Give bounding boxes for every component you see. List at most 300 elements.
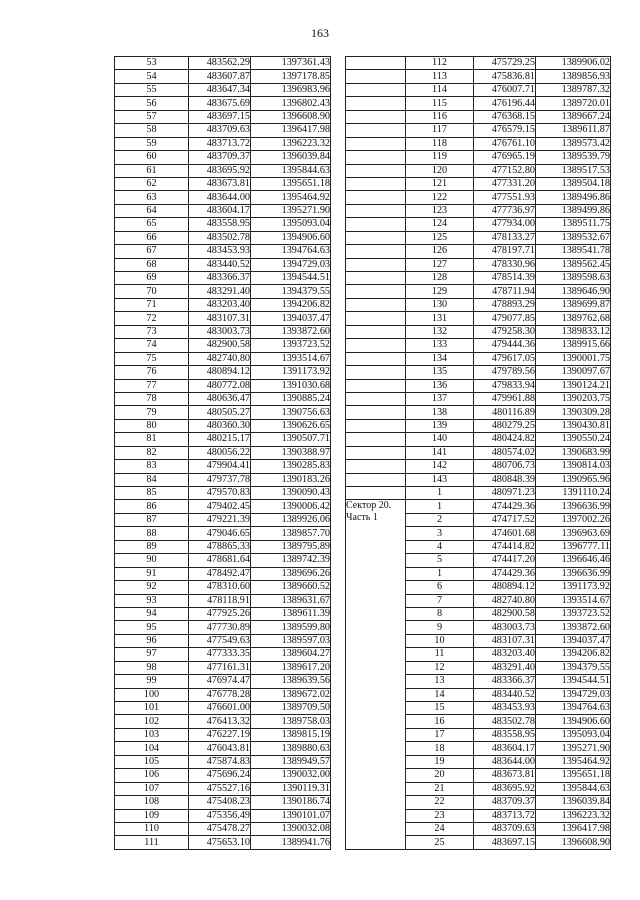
x-coordinate: 477549.63 — [189, 634, 251, 647]
table-row — [115, 245, 331, 258]
y-coordinate: 1394729.03 — [536, 688, 611, 701]
x-coordinate: 477161.31 — [189, 661, 251, 674]
table-row — [115, 204, 331, 217]
x-coordinate: 483709.63 — [474, 822, 536, 835]
x-coordinate: 475874.83 — [189, 755, 251, 768]
y-coordinate: 1389598.63 — [536, 272, 611, 285]
point-number: 136 — [406, 379, 474, 392]
x-coordinate: 477333.35 — [189, 648, 251, 661]
x-coordinate: 483003.73 — [474, 621, 536, 634]
point-number: 4 — [406, 540, 474, 553]
y-coordinate: 1389762.68 — [536, 312, 611, 325]
point-number: 129 — [406, 285, 474, 298]
point-number: 5 — [406, 554, 474, 567]
section-label-cell — [346, 379, 406, 392]
point-number: 132 — [406, 325, 474, 338]
y-coordinate: 1390097.67 — [536, 366, 611, 379]
section-label-cell — [346, 57, 406, 70]
point-number: 123 — [406, 204, 474, 217]
table-row — [115, 366, 331, 379]
x-coordinate: 476368.15 — [474, 110, 536, 123]
section-label-cell — [346, 325, 406, 338]
point-number: 97 — [115, 648, 189, 661]
y-coordinate: 1390388.97 — [251, 446, 331, 459]
point-number: 134 — [406, 352, 474, 365]
x-coordinate: 478197.71 — [474, 245, 536, 258]
section-label-cell — [346, 473, 406, 486]
y-coordinate: 1393872.60 — [251, 325, 331, 338]
y-coordinate: 1396636.99 — [536, 567, 611, 580]
point-number: 114 — [406, 83, 474, 96]
y-coordinate: 1389696.26 — [251, 567, 331, 580]
point-number: 93 — [115, 594, 189, 607]
y-coordinate: 1389787.32 — [536, 83, 611, 96]
y-coordinate: 1394906.60 — [536, 715, 611, 728]
section-label-cell — [346, 137, 406, 150]
table-row — [346, 392, 611, 405]
y-coordinate: 1389597.03 — [251, 634, 331, 647]
point-number: 99 — [115, 675, 189, 688]
y-coordinate: 1389880.63 — [251, 742, 331, 755]
point-number: 133 — [406, 339, 474, 352]
table-row — [115, 742, 331, 755]
x-coordinate: 479221.39 — [189, 513, 251, 526]
point-number: 143 — [406, 473, 474, 486]
y-coordinate: 1389941.76 — [251, 836, 331, 849]
point-number: 120 — [406, 164, 474, 177]
x-coordinate: 479570.83 — [189, 487, 251, 500]
y-coordinate: 1390309.28 — [536, 406, 611, 419]
table-row — [115, 379, 331, 392]
point-number: 116 — [406, 110, 474, 123]
y-coordinate: 1389541.78 — [536, 245, 611, 258]
table-row — [346, 97, 611, 110]
x-coordinate: 483695.92 — [474, 782, 536, 795]
section-label-cell — [346, 83, 406, 96]
x-coordinate: 477736.97 — [474, 204, 536, 217]
x-coordinate: 480706.73 — [474, 460, 536, 473]
table-row — [115, 177, 331, 190]
y-coordinate: 1389720.01 — [536, 97, 611, 110]
section-label-cell — [346, 392, 406, 405]
y-coordinate: 1394764.63 — [536, 702, 611, 715]
x-coordinate: 477925.26 — [189, 607, 251, 620]
y-coordinate: 1389504.18 — [536, 177, 611, 190]
table-row — [115, 460, 331, 473]
point-number: 14 — [406, 688, 474, 701]
y-coordinate: 1395651.18 — [251, 177, 331, 190]
x-coordinate: 483644.00 — [189, 191, 251, 204]
y-coordinate: 1390430.81 — [536, 419, 611, 432]
point-number: 90 — [115, 554, 189, 567]
point-number: 25 — [406, 836, 474, 849]
point-number: 54 — [115, 70, 189, 83]
x-coordinate: 475478.27 — [189, 822, 251, 835]
y-coordinate: 1396983.96 — [251, 83, 331, 96]
table-row — [115, 809, 331, 822]
point-number: 71 — [115, 298, 189, 311]
point-number: 142 — [406, 460, 474, 473]
y-coordinate: 1396802.43 — [251, 97, 331, 110]
table-row — [115, 164, 331, 177]
coordinates-table-left-body — [115, 57, 331, 850]
y-coordinate: 1395271.90 — [536, 742, 611, 755]
x-coordinate: 476043.81 — [189, 742, 251, 755]
y-coordinate: 1389699.87 — [536, 298, 611, 311]
section-label-cell — [346, 366, 406, 379]
y-coordinate: 1389604.27 — [251, 648, 331, 661]
point-number: 53 — [115, 57, 189, 70]
x-coordinate: 483291.40 — [189, 285, 251, 298]
table-row — [115, 83, 331, 96]
x-coordinate: 483562.29 — [189, 57, 251, 70]
y-coordinate: 1397002.26 — [536, 513, 611, 526]
x-coordinate: 474429.36 — [474, 567, 536, 580]
x-coordinate: 475696.24 — [189, 769, 251, 782]
point-number: 12 — [406, 661, 474, 674]
x-coordinate: 483647.34 — [189, 83, 251, 96]
table-row — [115, 433, 331, 446]
x-coordinate: 483203.40 — [474, 648, 536, 661]
point-number: 100 — [115, 688, 189, 701]
x-coordinate: 477331.20 — [474, 177, 536, 190]
point-number: 20 — [406, 769, 474, 782]
y-coordinate: 1394379.55 — [251, 285, 331, 298]
table-row — [346, 177, 611, 190]
table-row — [346, 298, 611, 311]
x-coordinate: 479077.85 — [474, 312, 536, 325]
y-coordinate: 1391110.24 — [536, 487, 611, 500]
table-row — [115, 527, 331, 540]
section-label-cell — [346, 245, 406, 258]
point-number: 15 — [406, 702, 474, 715]
y-coordinate: 1396039.84 — [251, 151, 331, 164]
point-number: 67 — [115, 245, 189, 258]
point-number: 140 — [406, 433, 474, 446]
x-coordinate: 476196.44 — [474, 97, 536, 110]
page-number: 163 — [311, 26, 329, 40]
x-coordinate: 478893.29 — [474, 298, 536, 311]
section-label: Сектор 20. Часть 1 — [346, 500, 406, 849]
table-row — [115, 70, 331, 83]
point-number: 112 — [406, 57, 474, 70]
x-coordinate: 476974.47 — [189, 675, 251, 688]
table-row — [115, 715, 331, 728]
x-coordinate: 483607.87 — [189, 70, 251, 83]
x-coordinate: 476601.00 — [189, 702, 251, 715]
x-coordinate: 475356.49 — [189, 809, 251, 822]
x-coordinate: 480215.17 — [189, 433, 251, 446]
point-number: 57 — [115, 110, 189, 123]
x-coordinate: 480056.22 — [189, 446, 251, 459]
x-coordinate: 478118.91 — [189, 594, 251, 607]
point-number: 110 — [115, 822, 189, 835]
point-number: 73 — [115, 325, 189, 338]
table-row — [115, 594, 331, 607]
x-coordinate: 483558.95 — [474, 728, 536, 741]
section-label-cell — [346, 164, 406, 177]
table-row — [115, 621, 331, 634]
point-number: 77 — [115, 379, 189, 392]
y-coordinate: 1389599.80 — [251, 621, 331, 634]
y-coordinate: 1390885.24 — [251, 392, 331, 405]
x-coordinate: 474429.36 — [474, 500, 536, 513]
table-row — [346, 487, 611, 500]
x-coordinate: 479444.36 — [474, 339, 536, 352]
point-number: 60 — [115, 151, 189, 164]
table-row — [115, 272, 331, 285]
y-coordinate: 1395844.63 — [536, 782, 611, 795]
x-coordinate: 479617.05 — [474, 352, 536, 365]
y-coordinate: 1389856.93 — [536, 70, 611, 83]
point-number: 94 — [115, 607, 189, 620]
x-coordinate: 476778.28 — [189, 688, 251, 701]
point-number: 106 — [115, 769, 189, 782]
x-coordinate: 480424.82 — [474, 433, 536, 446]
table-row — [115, 702, 331, 715]
y-coordinate: 1390507.71 — [251, 433, 331, 446]
section-label-cell — [346, 177, 406, 190]
point-number: 8 — [406, 607, 474, 620]
table-row — [115, 822, 331, 835]
point-number: 72 — [115, 312, 189, 325]
table-row — [346, 258, 611, 271]
point-number: 13 — [406, 675, 474, 688]
point-number: 79 — [115, 406, 189, 419]
x-coordinate: 483203.40 — [189, 298, 251, 311]
point-number: 3 — [406, 527, 474, 540]
table-row — [115, 325, 331, 338]
y-coordinate: 1390626.65 — [251, 419, 331, 432]
point-number: 17 — [406, 728, 474, 741]
table-row — [346, 312, 611, 325]
y-coordinate: 1390814.03 — [536, 460, 611, 473]
x-coordinate: 474414.82 — [474, 540, 536, 553]
table-row — [115, 782, 331, 795]
x-coordinate: 480505.27 — [189, 406, 251, 419]
y-coordinate: 1394764.63 — [251, 245, 331, 258]
table-row — [346, 339, 611, 352]
x-coordinate: 483697.15 — [474, 836, 536, 849]
point-number: 131 — [406, 312, 474, 325]
table-row — [115, 836, 331, 849]
point-number: 122 — [406, 191, 474, 204]
table-row — [115, 110, 331, 123]
y-coordinate: 1395464.92 — [251, 191, 331, 204]
table-row — [346, 433, 611, 446]
x-coordinate: 475527.16 — [189, 782, 251, 795]
section-label-cell — [346, 446, 406, 459]
x-coordinate: 483644.00 — [474, 755, 536, 768]
x-coordinate: 483440.52 — [189, 258, 251, 271]
y-coordinate: 1394544.51 — [536, 675, 611, 688]
table-row — [115, 554, 331, 567]
point-number: 24 — [406, 822, 474, 835]
y-coordinate: 1390203.75 — [536, 392, 611, 405]
y-coordinate: 1389611.87 — [536, 124, 611, 137]
point-number: 6 — [406, 581, 474, 594]
x-coordinate: 479833.94 — [474, 379, 536, 392]
y-coordinate: 1389857.70 — [251, 527, 331, 540]
x-coordinate: 483709.37 — [189, 151, 251, 164]
y-coordinate: 1390032.08 — [251, 822, 331, 835]
y-coordinate: 1395093.04 — [536, 728, 611, 741]
table-row — [346, 124, 611, 137]
y-coordinate: 1394037.47 — [251, 312, 331, 325]
point-number: 98 — [115, 661, 189, 674]
table-row — [115, 124, 331, 137]
table-row — [115, 298, 331, 311]
y-coordinate: 1395651.18 — [536, 769, 611, 782]
table-row — [115, 473, 331, 486]
point-number: 78 — [115, 392, 189, 405]
x-coordinate: 483713.72 — [189, 137, 251, 150]
point-number: 109 — [115, 809, 189, 822]
y-coordinate: 1389517.53 — [536, 164, 611, 177]
section-label-cell — [346, 312, 406, 325]
y-coordinate: 1389496.86 — [536, 191, 611, 204]
x-coordinate: 475653.10 — [189, 836, 251, 849]
point-number: 126 — [406, 245, 474, 258]
table-row — [115, 607, 331, 620]
y-coordinate: 1396417.98 — [536, 822, 611, 835]
section-label-cell — [346, 339, 406, 352]
x-coordinate: 483502.78 — [189, 231, 251, 244]
section-label-cell — [346, 352, 406, 365]
table-row — [115, 769, 331, 782]
y-coordinate: 1390090.43 — [251, 487, 331, 500]
y-coordinate: 1395093.04 — [251, 218, 331, 231]
x-coordinate: 478133.27 — [474, 231, 536, 244]
point-number: 61 — [115, 164, 189, 177]
point-number: 81 — [115, 433, 189, 446]
point-number: 83 — [115, 460, 189, 473]
y-coordinate: 1396777.11 — [536, 540, 611, 553]
point-number: 107 — [115, 782, 189, 795]
y-coordinate: 1389511.75 — [536, 218, 611, 231]
point-number: 21 — [406, 782, 474, 795]
y-coordinate: 1390001.75 — [536, 352, 611, 365]
point-number: 55 — [115, 83, 189, 96]
point-number: 92 — [115, 581, 189, 594]
section-label-cell — [346, 151, 406, 164]
y-coordinate: 1394544.51 — [251, 272, 331, 285]
x-coordinate: 482740.80 — [189, 352, 251, 365]
x-coordinate: 482900.58 — [474, 607, 536, 620]
x-coordinate: 483604.17 — [474, 742, 536, 755]
x-coordinate: 475408.23 — [189, 796, 251, 809]
y-coordinate: 1389709.50 — [251, 702, 331, 715]
y-coordinate: 1389906.02 — [536, 57, 611, 70]
point-number: 95 — [115, 621, 189, 634]
section-label-cell — [346, 124, 406, 137]
x-coordinate: 482740.80 — [474, 594, 536, 607]
point-number: 16 — [406, 715, 474, 728]
table-row — [115, 755, 331, 768]
point-number: 137 — [406, 392, 474, 405]
point-number: 115 — [406, 97, 474, 110]
y-coordinate: 1390101.07 — [251, 809, 331, 822]
y-coordinate: 1389639.56 — [251, 675, 331, 688]
y-coordinate: 1389672.02 — [251, 688, 331, 701]
point-number: 121 — [406, 177, 474, 190]
point-number: 63 — [115, 191, 189, 204]
table-row — [115, 218, 331, 231]
y-coordinate: 1389562.45 — [536, 258, 611, 271]
x-coordinate: 478310.60 — [189, 581, 251, 594]
section-label-cell — [346, 419, 406, 432]
point-number: 105 — [115, 755, 189, 768]
y-coordinate: 1396608.90 — [536, 836, 611, 849]
point-number: 76 — [115, 366, 189, 379]
point-number: 141 — [406, 446, 474, 459]
point-number: 59 — [115, 137, 189, 150]
x-coordinate: 475729.25 — [474, 57, 536, 70]
x-coordinate: 483558.95 — [189, 218, 251, 231]
y-coordinate: 1389660.52 — [251, 581, 331, 594]
section-label-cell — [346, 433, 406, 446]
table-row — [115, 392, 331, 405]
x-coordinate: 483453.93 — [474, 702, 536, 715]
point-number: 128 — [406, 272, 474, 285]
x-coordinate: 477551.93 — [474, 191, 536, 204]
x-coordinate: 475836.81 — [474, 70, 536, 83]
table-row — [115, 796, 331, 809]
table-row — [115, 446, 331, 459]
coordinates-table-right-body — [346, 57, 611, 850]
y-coordinate: 1390183.26 — [251, 473, 331, 486]
y-coordinate: 1394379.55 — [536, 661, 611, 674]
point-number: 119 — [406, 151, 474, 164]
table-row — [115, 540, 331, 553]
point-number: 1 — [406, 567, 474, 580]
table-row — [115, 513, 331, 526]
point-number: 125 — [406, 231, 474, 244]
table-row — [115, 648, 331, 661]
y-coordinate: 1396223.32 — [536, 809, 611, 822]
y-coordinate: 1389532.67 — [536, 231, 611, 244]
x-coordinate: 478514.39 — [474, 272, 536, 285]
point-number: 103 — [115, 728, 189, 741]
y-coordinate: 1393723.52 — [251, 339, 331, 352]
point-number: 91 — [115, 567, 189, 580]
x-coordinate: 477934.00 — [474, 218, 536, 231]
y-coordinate: 1396636.99 — [536, 500, 611, 513]
y-coordinate: 1397361.43 — [251, 57, 331, 70]
y-coordinate: 1389758.03 — [251, 715, 331, 728]
y-coordinate: 1389833.12 — [536, 325, 611, 338]
x-coordinate: 483107.31 — [474, 634, 536, 647]
y-coordinate: 1389742.39 — [251, 554, 331, 567]
table-row — [346, 57, 611, 70]
y-coordinate: 1395271.90 — [251, 204, 331, 217]
x-coordinate: 480116.89 — [474, 406, 536, 419]
y-coordinate: 1396646.46 — [536, 554, 611, 567]
section-label-cell — [346, 298, 406, 311]
x-coordinate: 480772.08 — [189, 379, 251, 392]
point-number: 7 — [406, 594, 474, 607]
x-coordinate: 483440.52 — [474, 688, 536, 701]
point-number: 111 — [115, 836, 189, 849]
table-row — [346, 83, 611, 96]
table-row — [346, 164, 611, 177]
x-coordinate: 479258.30 — [474, 325, 536, 338]
y-coordinate: 1389926.06 — [251, 513, 331, 526]
point-number: 18 — [406, 742, 474, 755]
y-coordinate: 1397178.85 — [251, 70, 331, 83]
table-row — [115, 57, 331, 70]
point-number: 85 — [115, 487, 189, 500]
